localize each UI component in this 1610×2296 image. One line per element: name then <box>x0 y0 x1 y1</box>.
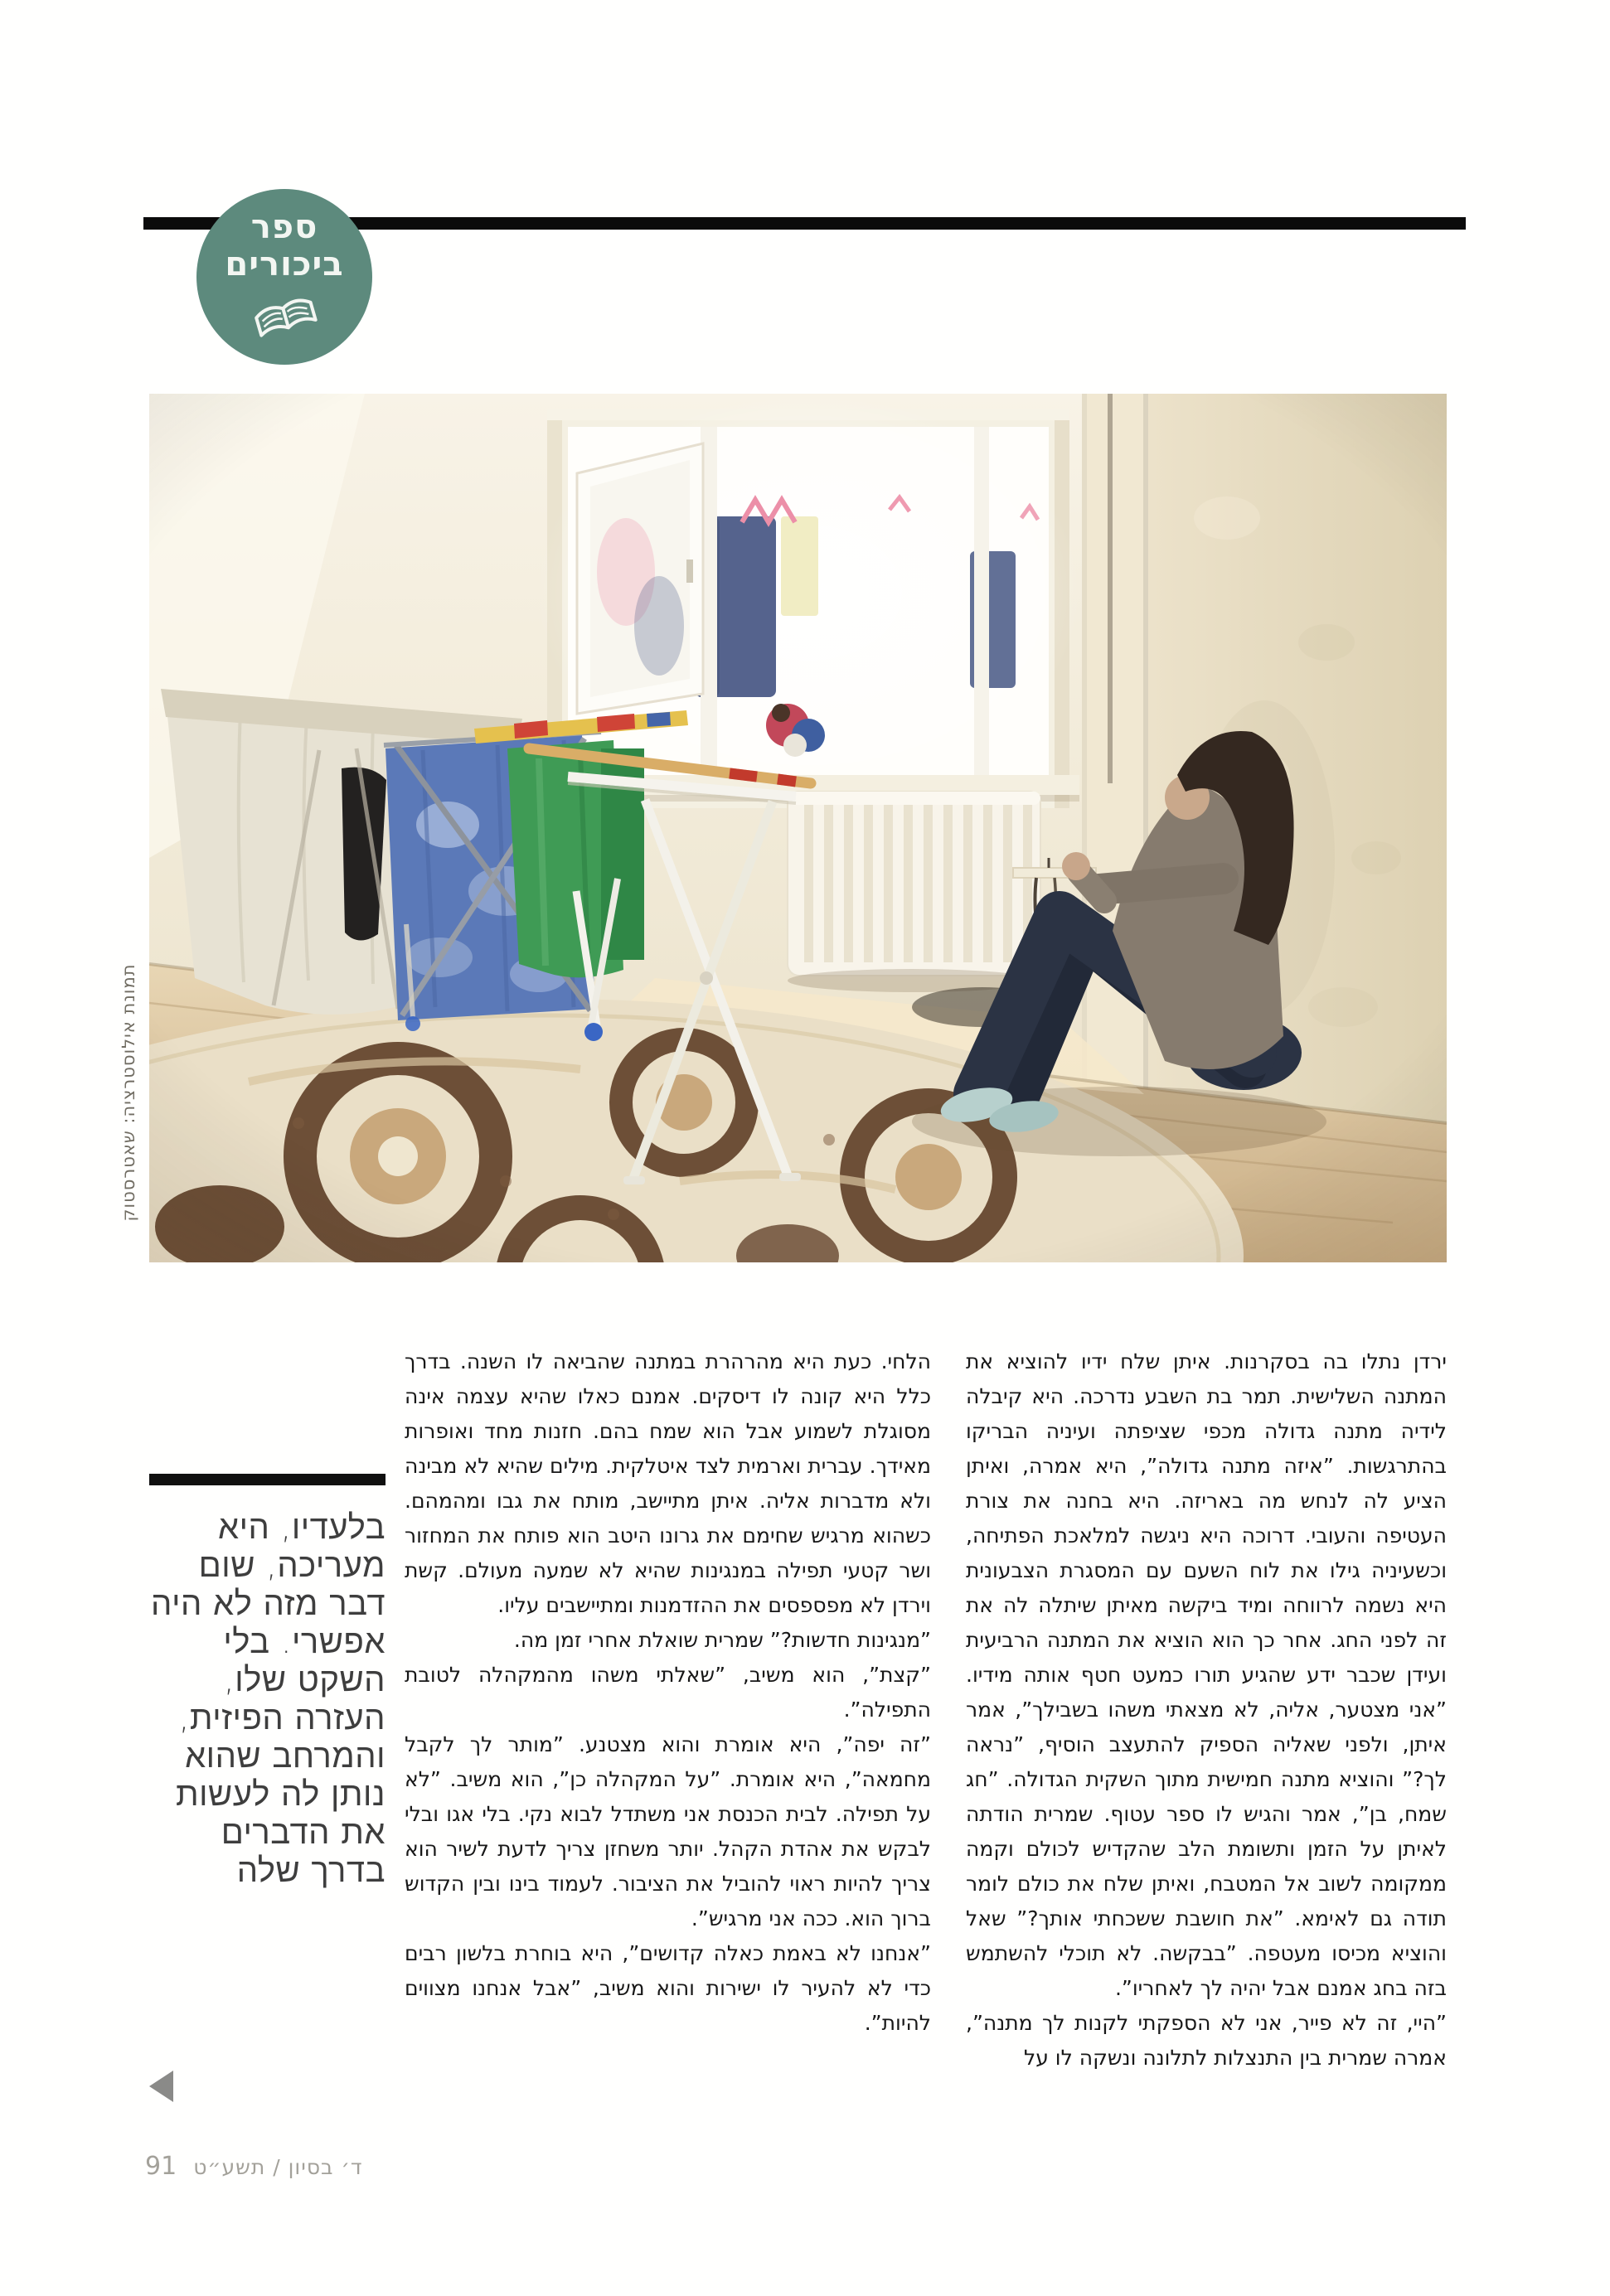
pull-quote-block <box>149 1474 386 1890</box>
end-of-article-marker-icon <box>149 2071 173 2102</box>
open-book-icon <box>246 288 322 346</box>
page-footer <box>145 2152 363 2181</box>
paragraph: הלחי. כעת היא מהרהרת במתנה שהביאה לו השנה. בדרך כלל היא קונה לו דיסקים. אמנם כאלו שהיא עצמה אינה מסוגלת לשמוע אבל הוא שמח בהם. חזנות מחד ואופרות מאידך. עברית וארמית לצד איטלקית. מילים שהיא לא מבינה ולא מדברות אליה. איתן מתיישב, מותח את גבו ומהמהם. כשהוא מרגיש שחימם את גרונו היטב הוא פותח את המחזור ושר קטעי תפילה במנגינות שהיא לא שמעה מעולם. קשת וירדן לא מפספסים את ההזדמנות ומתיישבים עליו. <box>405 1349 931 1617</box>
footer-date: ד׳ בסיון / תשע״ט <box>193 2155 363 2179</box>
room-photo-illustration <box>149 394 1447 1262</box>
badge-label-line2: ביכורים <box>225 245 344 283</box>
paragraph: ירדן נתלו בה בסקרנות. איתן שלח ידיו להוציא את המתנה השלישית. תמר בת השבע נדרכה. היא קיבלה לידיה מתנה גדולה מכפי שציפתה ועיניה הבריקו בהתרגשות. ”איזה מתנה גדולה”, היא אמרה, ואיתן הציע לה לנחש מה באריזה. היא בחנה את צורת העטיפה והעובי. דרוכה היא ניגשה למלאכת הפתיחה, וכשעיניה גילו את לוח השעם עם המסגרת הצבעונית היא נשמה לרווחה ומיד ביקשה מאיתן שיתלה לה את זה לפני החג. אחר כך הוא הוציא את המתנה הרביעית ועידן שכבר ידע שהגיע תורו כמעט חטף אותה מידיו. ”אני מצטער, אליה, לא מצאתי משהו בשבילך”, אמר איתן, ולפני שאליה הספיק להתעצב הוסיף, ”נראה לך?” והוציא מתנה חמישית מתוך השקית הגדולה. ”חג שמח, בן”, אמר והגיש לו ספר עטוף. שמרית הודתה לאיתן על הזמן ותשומת הלב שהקדיש לכולם וקמה ממקומה לשוב אל המטבח, ואיתן שלח את כולם לומר תודה גם לאימא. ”את חושבת ששכחתי אותך?” שאל והוציא מכיסו מעטפה. ”בבקשה. לא תוכלי להשתמש בזה בחג אמנם אבל יהיה לך לאחריו”. <box>966 1349 1447 2000</box>
page-number: 91 <box>145 2152 177 2181</box>
paragraph: ”קצת”, הוא משיב, ”שאלתי משהו מהמקהלה לטובת התפילה”. <box>405 1663 931 1722</box>
paragraph: ”מנגינות חדשות?” שמרית שואלת אחרי זמן מה. <box>513 1628 931 1652</box>
photo-credit-caption: תמונת אילוסטרציה: שאטרסטוק <box>119 963 138 1222</box>
article-column-right <box>966 1344 1447 2076</box>
paragraph: ”זה יפה”, היא אומרת והוא מצטנע. ”מותר לך לקבל מחמאה”, היא אומרת. ”על המקהלה כן”, הוא משיב. ”לא על תפילה. לבית הכנסת אני משתדל לבוא נקי. בלי אגו ובלי לבקש את אהדת הקהל. יותר משחזן צריך לדעת לשיר הוא צריך להיות ראוי להוביל את הציבור. לעמוד בינו ובין הקדוש ברוך הוא. ככה אני מרגיש”. <box>405 1732 931 1930</box>
section-badge <box>196 189 372 365</box>
badge-label-line1: ספר <box>250 208 318 247</box>
pull-quote-text: בלעדיו, היא מעריכה, שום דבר מזה לא היה אפשרי. בלי השקט שלו, העזרה הפיזית, והמרחב שהוא נותן לה לעשות את הדברים בדרך שלה <box>151 1509 386 1890</box>
paragraph: ”היי, זה לא פייר, אני לא הספקתי לקנות לך מתנה”, אמרה שמרית בין התנצלות לתלונה ונשקה לו על <box>966 2011 1447 2070</box>
pull-quote-rule <box>149 1474 386 1485</box>
article-column-left <box>405 1344 931 2041</box>
paragraph: ”אנחנו לא באמת כאלה קדושים”, היא בוחרת בלשון רבים כדי לא להעיר לו ישירות והוא משיב, ”אבל אנחנו מצווים להיות”. <box>405 1941 931 2035</box>
